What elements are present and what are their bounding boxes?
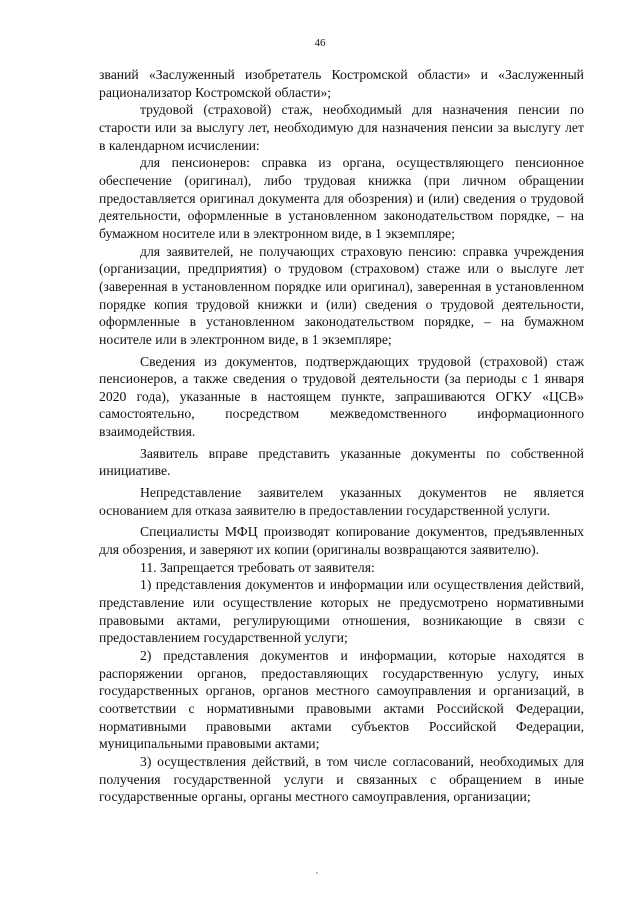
paragraph-honorary-titles: званий «Заслуженный изобретатель Костромской области» и «Заслуженный рационализатор Костромской области»; bbox=[99, 67, 584, 100]
page-number: 46 bbox=[314, 37, 326, 49]
paragraph-work-experience: трудовой (страховой) стаж, необходимый для назначения пенсии по старости или за выслугу лет, необходимую для назначения пенсии за выслугу лет в календарном исчислении: bbox=[99, 102, 584, 153]
paragraph-item-11-2: 2) представления документов и информации, которые находятся в распоряжении органов, предоставляющих государственную услугу, иных государственных органов, органов местного самоуправления и организаций, в соответствии с нормативными правовыми актами Российской Федерации, нормативными правовыми актами субъектов Российской Федерации, муниципальными правовыми актами; bbox=[99, 648, 584, 752]
paragraph-mfc-copying: Специалисты МФЦ производят копирование документов, предъявленных для обозрения, и заверяют их копии (оригиналы возвращаются заявителю). bbox=[99, 524, 584, 558]
paragraph-for-non-pensioners: для заявителей, не получающих страховую пенсию: справка учреждения (организации, предприятия) о трудовом (страховом) стаже или о выслуге лет (заверенная в установленном порядке или оригинал), заверенная в установленном порядке копия трудовой книжки и (или) сведения о трудовой деятельности, оформленные в установленном законодательством порядке, – на бумажном носителе или в электронном виде, в 1 экземпляре; bbox=[99, 243, 584, 347]
paragraph-item-11: 11. Запрещается требовать от заявителя: bbox=[140, 559, 375, 575]
paragraph-non-submission: Непредставление заявителем указанных документов не является основанием для отказа заявителю в предоставлении государственной услуги. bbox=[99, 485, 584, 518]
scan-speck bbox=[316, 872, 318, 874]
paragraph-data-requests: Сведения из документов, подтверждающих трудовой (страховой) стаж пенсионеров, а также сведения о трудовой деятельности (за периоды с 1 января 2020 года), указанные в настоящем пункте, запрашиваются ОГКУ «ЦСВ» самостоятельно, посредством межведомственного информационного взаимодействия. bbox=[99, 353, 584, 440]
paragraph-for-pensioners: для пенсионеров: справка из органа, осуществляющего пенсионное обеспечение (оригинал), либо трудовая книжка (при личном обращении предоставляется оригинал документа для обозрения) и (или) сведения о трудовой деятельности, оформленные в установленном законодательством порядке, – на бумажном носителе или в электронном виде, в 1 экземпляре; bbox=[99, 155, 584, 241]
document-body bbox=[99, 66, 584, 806]
paragraph-own-initiative: Заявитель вправе представить указанные документы по собственной инициативе. bbox=[99, 445, 584, 479]
paragraph-item-11-1: 1) представления документов и информации или осуществления действий, представление или осуществление которых не предусмотрено нормативными правовыми актами, регулирующими отношения, возникающие в связи с предоставлением государственной услуги; bbox=[99, 577, 584, 646]
paragraph-item-11-3: 3) осуществления действий, в том числе согласований, необходимых для получения государственной услуги и связанных с обращением в иные государственные органы, органы местного самоуправления, организации; bbox=[99, 753, 584, 805]
